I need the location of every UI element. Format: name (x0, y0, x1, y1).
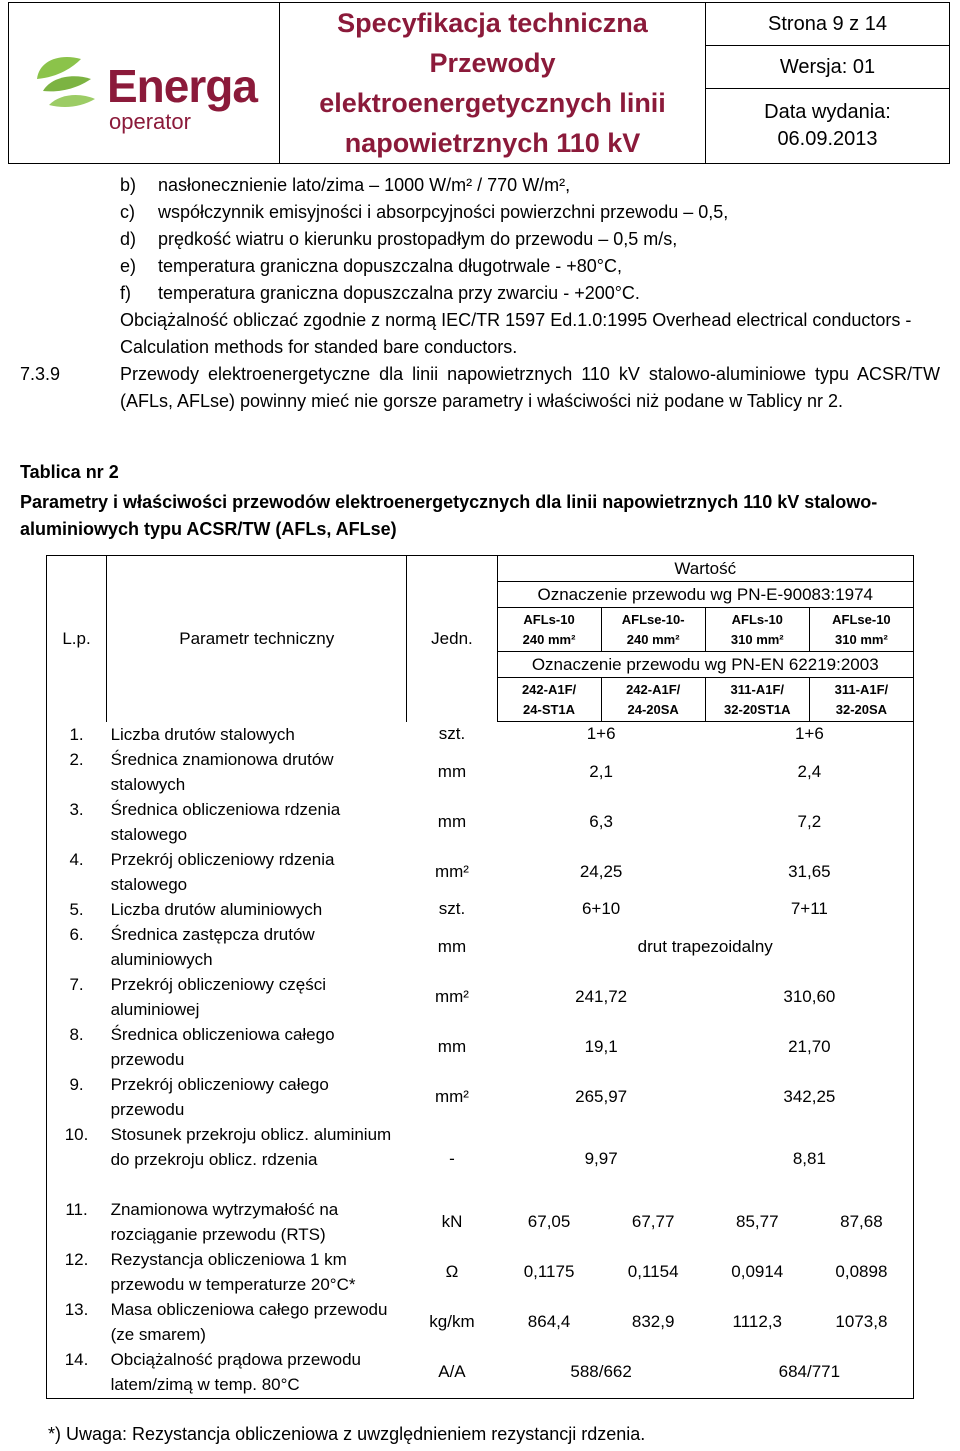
section-7-3-9 (20, 361, 942, 442)
row-value: 588/662 (570, 1361, 632, 1381)
table-row (47, 1247, 914, 1297)
title-line-1: Specyfikacja techniczna (337, 8, 648, 38)
header-lp: L.p. (47, 556, 107, 722)
row-unit: szt. (438, 724, 466, 743)
paragraph-text: Obciążalność obliczać zgodnie z normą IEC/TR 1597 Ed.1.0:1995 Overhead electrical conductors - Calculation methods for standed bare conductors. (120, 310, 912, 357)
table-row (47, 722, 914, 747)
row-number: 1. (69, 724, 84, 744)
cols1-header (497, 608, 601, 652)
cols1-header-line: AFLs-10 (731, 611, 783, 627)
table-row (47, 1347, 914, 1397)
row-value: 7,2 (797, 811, 822, 831)
footnote: *) Uwaga: Rezystancja obliczeniowa z uwzględnieniem rezystancji rdzenia. (48, 1424, 646, 1444)
row-unit: A/A (438, 1361, 466, 1381)
row-value: 310,60 (783, 986, 836, 1006)
list-label: b) (120, 175, 137, 195)
cols1-header-line: AFLse-10- (621, 611, 685, 627)
row-value: 8,81 (792, 1149, 826, 1168)
row-value: 241,72 (575, 986, 628, 1006)
row-unit: szt. (438, 899, 466, 918)
cols2-header (809, 678, 913, 722)
table-number: Tablica nr 2 (20, 462, 119, 482)
row-value: 265,97 (575, 1086, 628, 1106)
row-value: 21,70 (788, 1036, 831, 1056)
title-line-4: napowietrznych 110 kV (344, 128, 641, 158)
row-value: 24,25 (579, 861, 623, 881)
row-value: 2,4 (797, 761, 822, 781)
section-number: 7.3.9 (20, 364, 61, 384)
list-item (20, 253, 942, 280)
row-parameter: Stosunek przekroju oblicz. aluminium do przekroju oblicz. rdzenia (110, 1124, 392, 1169)
logo-leaf-icon (29, 49, 109, 119)
row-unit: mm (437, 761, 467, 781)
row-value: 0,1175 (523, 1261, 575, 1281)
row-value: 0,1154 (627, 1261, 679, 1281)
table-row (47, 1072, 914, 1122)
cols1-header-line: AFLs-10 (523, 611, 575, 627)
cols2-header-line: 32-20SA (835, 701, 888, 717)
row-unit: mm² (434, 861, 469, 881)
table-row (47, 747, 914, 797)
cols2-header-line: 32-20ST1A (724, 701, 791, 717)
row-value: 9,97 (584, 1149, 618, 1168)
row-value: 1112,3 (732, 1311, 783, 1331)
row-unit: mm² (434, 1086, 469, 1106)
row-number: 10. (64, 1124, 89, 1144)
cols1-header (601, 608, 705, 652)
list-item (20, 226, 942, 253)
table-row (47, 1197, 914, 1247)
row-value: 1+6 (794, 724, 824, 744)
cols1-header (705, 608, 809, 652)
list-label: e) (120, 256, 137, 276)
title-line-3: elektroenergetycznych linii (319, 88, 666, 118)
row-number: 8. (69, 1024, 84, 1044)
logo-wordmark: Energa (107, 60, 257, 112)
issue-date-label: Data wydania: (764, 101, 891, 123)
row-value: 31,65 (788, 861, 831, 881)
row-parameter: Przekrój obliczeniowy części aluminiowej (110, 974, 326, 1019)
row-value: 87,68 (840, 1211, 883, 1231)
cols1-header-line: 310 mm² (730, 631, 784, 647)
header-pn1: Oznaczenie przewodu wg PN-E-90083:1974 (497, 582, 914, 608)
row-unit: mm (437, 936, 467, 956)
cols1-header (809, 608, 913, 652)
document-header (8, 2, 950, 164)
list-item (20, 280, 942, 307)
list-text: temperatura graniczna dopuszczalna przy zwarciu - +200°C. (158, 283, 640, 303)
issue-date (706, 89, 950, 164)
list-label: c) (120, 202, 135, 222)
row-parameter: Obciążalność prądowa przewodu latem/zimą w temp. 80°C (110, 1349, 361, 1394)
table-row (47, 797, 914, 847)
row-value: 67,77 (631, 1211, 675, 1231)
table-row (47, 922, 914, 972)
row-parameter: Masa obliczeniowa całego przewodu (ze smarem) (110, 1299, 388, 1344)
row-parameter: Średnica obliczeniowa rdzenia stalowego (110, 799, 341, 844)
row-unit: kN (441, 1211, 463, 1231)
company-logo (29, 33, 279, 133)
header-unit: Jedn. (407, 556, 497, 722)
row-parameter: Znamionowa wytrzymałość na rozciąganie przewodu (RTS) (110, 1199, 339, 1244)
cols2-header-line: 24-20SA (627, 701, 679, 717)
row-unit: mm (437, 811, 467, 831)
row-number: 3. (69, 799, 84, 819)
row-number: 12. (64, 1249, 89, 1269)
list-text: nasłonecznienie lato/zima – 1000 W/m² / 770 W/m², (158, 175, 571, 195)
row-number: 5. (69, 899, 84, 919)
row-parameter: Rezystancja obliczeniowa 1 km przewodu w temperaturze 20°C* (110, 1249, 356, 1294)
cols2-header-line: 311-A1F/ (834, 681, 889, 697)
cols2-header (601, 678, 705, 722)
row-unit: mm (437, 1036, 467, 1056)
row-value: 6,3 (589, 811, 613, 831)
list-text: prędkość wiatru o kierunku prostopadłym do przewodu – 0,5 m/s, (158, 229, 678, 249)
row-number: 14. (64, 1349, 89, 1369)
title-line-2: Przewody (429, 48, 556, 78)
row-parameter: Przekrój obliczeniowy rdzenia stalowego (110, 849, 335, 894)
row-number: 13. (64, 1299, 89, 1319)
table-row (47, 1122, 914, 1197)
cols1-header-line: 240 mm² (522, 631, 576, 647)
row-number: 7. (69, 974, 84, 994)
list-label: f) (120, 283, 131, 303)
document-title (280, 3, 706, 164)
row-unit: Ω (445, 1261, 459, 1281)
header-value: Wartość (497, 556, 914, 582)
table-row (47, 972, 914, 1022)
logo-cell (9, 3, 280, 164)
list-label: d) (120, 229, 137, 249)
row-number: 4. (69, 849, 84, 869)
row-value: 832,9 (631, 1311, 675, 1331)
row-value: 6+10 (581, 899, 621, 918)
cols2-header-line: 242-A1F/ (626, 681, 681, 697)
row-parameter: Średnica obliczeniowa całego przewodu (110, 1024, 335, 1069)
table-row (47, 1022, 914, 1072)
row-unit: - (449, 1149, 455, 1168)
cols2-header-line: 242-A1F/ (521, 681, 577, 697)
row-number: 9. (69, 1074, 84, 1094)
cols1-header-line: 240 mm² (626, 631, 680, 647)
row-value: 0,0898 (835, 1261, 888, 1281)
row-value: 0,0914 (731, 1261, 784, 1281)
row-value: drut trapezoidalny (637, 936, 773, 956)
row-value: 19,1 (584, 1036, 618, 1056)
row-value: 1073,8 (835, 1311, 888, 1331)
row-value: 7+11 (790, 899, 828, 918)
row-value: 864,4 (527, 1311, 571, 1331)
row-value: 85,77 (736, 1211, 779, 1231)
row-value: 342,25 (783, 1086, 836, 1106)
list-text: temperatura graniczna dopuszczalna długotrwale - +80°C, (158, 256, 622, 276)
issue-date-value: 06.09.2013 (777, 128, 878, 150)
row-parameter: Liczba drutów stalowych (110, 724, 295, 744)
cols1-header-line: 310 mm² (835, 631, 888, 647)
row-unit: kg/km (429, 1311, 475, 1331)
parameters-table (46, 555, 914, 1397)
row-value: 1+6 (586, 724, 616, 744)
row-parameter: Średnica znamionowa drutów stalowych (110, 749, 334, 794)
list-item (20, 172, 942, 199)
row-parameter: Liczba drutów aluminiowych (110, 899, 323, 919)
cols2-header (497, 678, 601, 722)
row-value: 67,05 (527, 1211, 571, 1231)
table-row (47, 897, 914, 922)
cols1-header-line: AFLse-10 (832, 611, 891, 627)
cols2-header (705, 678, 809, 722)
row-parameter: Średnica zastępcza drutów aluminiowych (110, 924, 315, 969)
table-caption: Parametry i właściwości przewodów elektroenergetycznych dla linii napowietrznych 110 kV stalowo-aluminiowych typu ACSR/TW (AFLs, AFLse) (20, 492, 878, 539)
paragraph (20, 307, 942, 361)
list-item (20, 199, 942, 226)
body-text (20, 172, 942, 442)
header-param: Parametr techniczny (107, 556, 407, 722)
table-row (47, 1297, 914, 1347)
row-number: 6. (69, 924, 84, 944)
cols2-header-line: 24-ST1A (523, 701, 576, 717)
row-unit: mm² (434, 986, 469, 1006)
version: Wersja: 01 (706, 46, 950, 89)
logo-subtitle: operator (109, 109, 191, 134)
row-parameter: Przekrój obliczeniowy całego przewodu (110, 1074, 329, 1119)
row-number: 2. (69, 749, 84, 769)
section-text: Przewody elektroenergetyczne dla linii napowietrznych 110 kV stalowo-aluminiowe typu ACSR/TW (AFLs, AFLse) powinny mieć nie gorsze parametry i właściwości niż podane w Tablicy nr 2. (120, 364, 940, 411)
page-number: Strona 9 z 14 (706, 3, 950, 46)
table-row (47, 847, 914, 897)
row-number: 11. (65, 1199, 88, 1219)
cols2-header-line: 311-A1F/ (730, 681, 785, 697)
header-pn2: Oznaczenie przewodu wg PN-EN 62219:2003 (497, 652, 914, 678)
row-value: 684/771 (778, 1361, 841, 1381)
list-text: współczynnik emisyjności i absorpcyjności powierzchni przewodu – 0,5, (158, 202, 729, 222)
row-value: 2,1 (589, 761, 613, 781)
